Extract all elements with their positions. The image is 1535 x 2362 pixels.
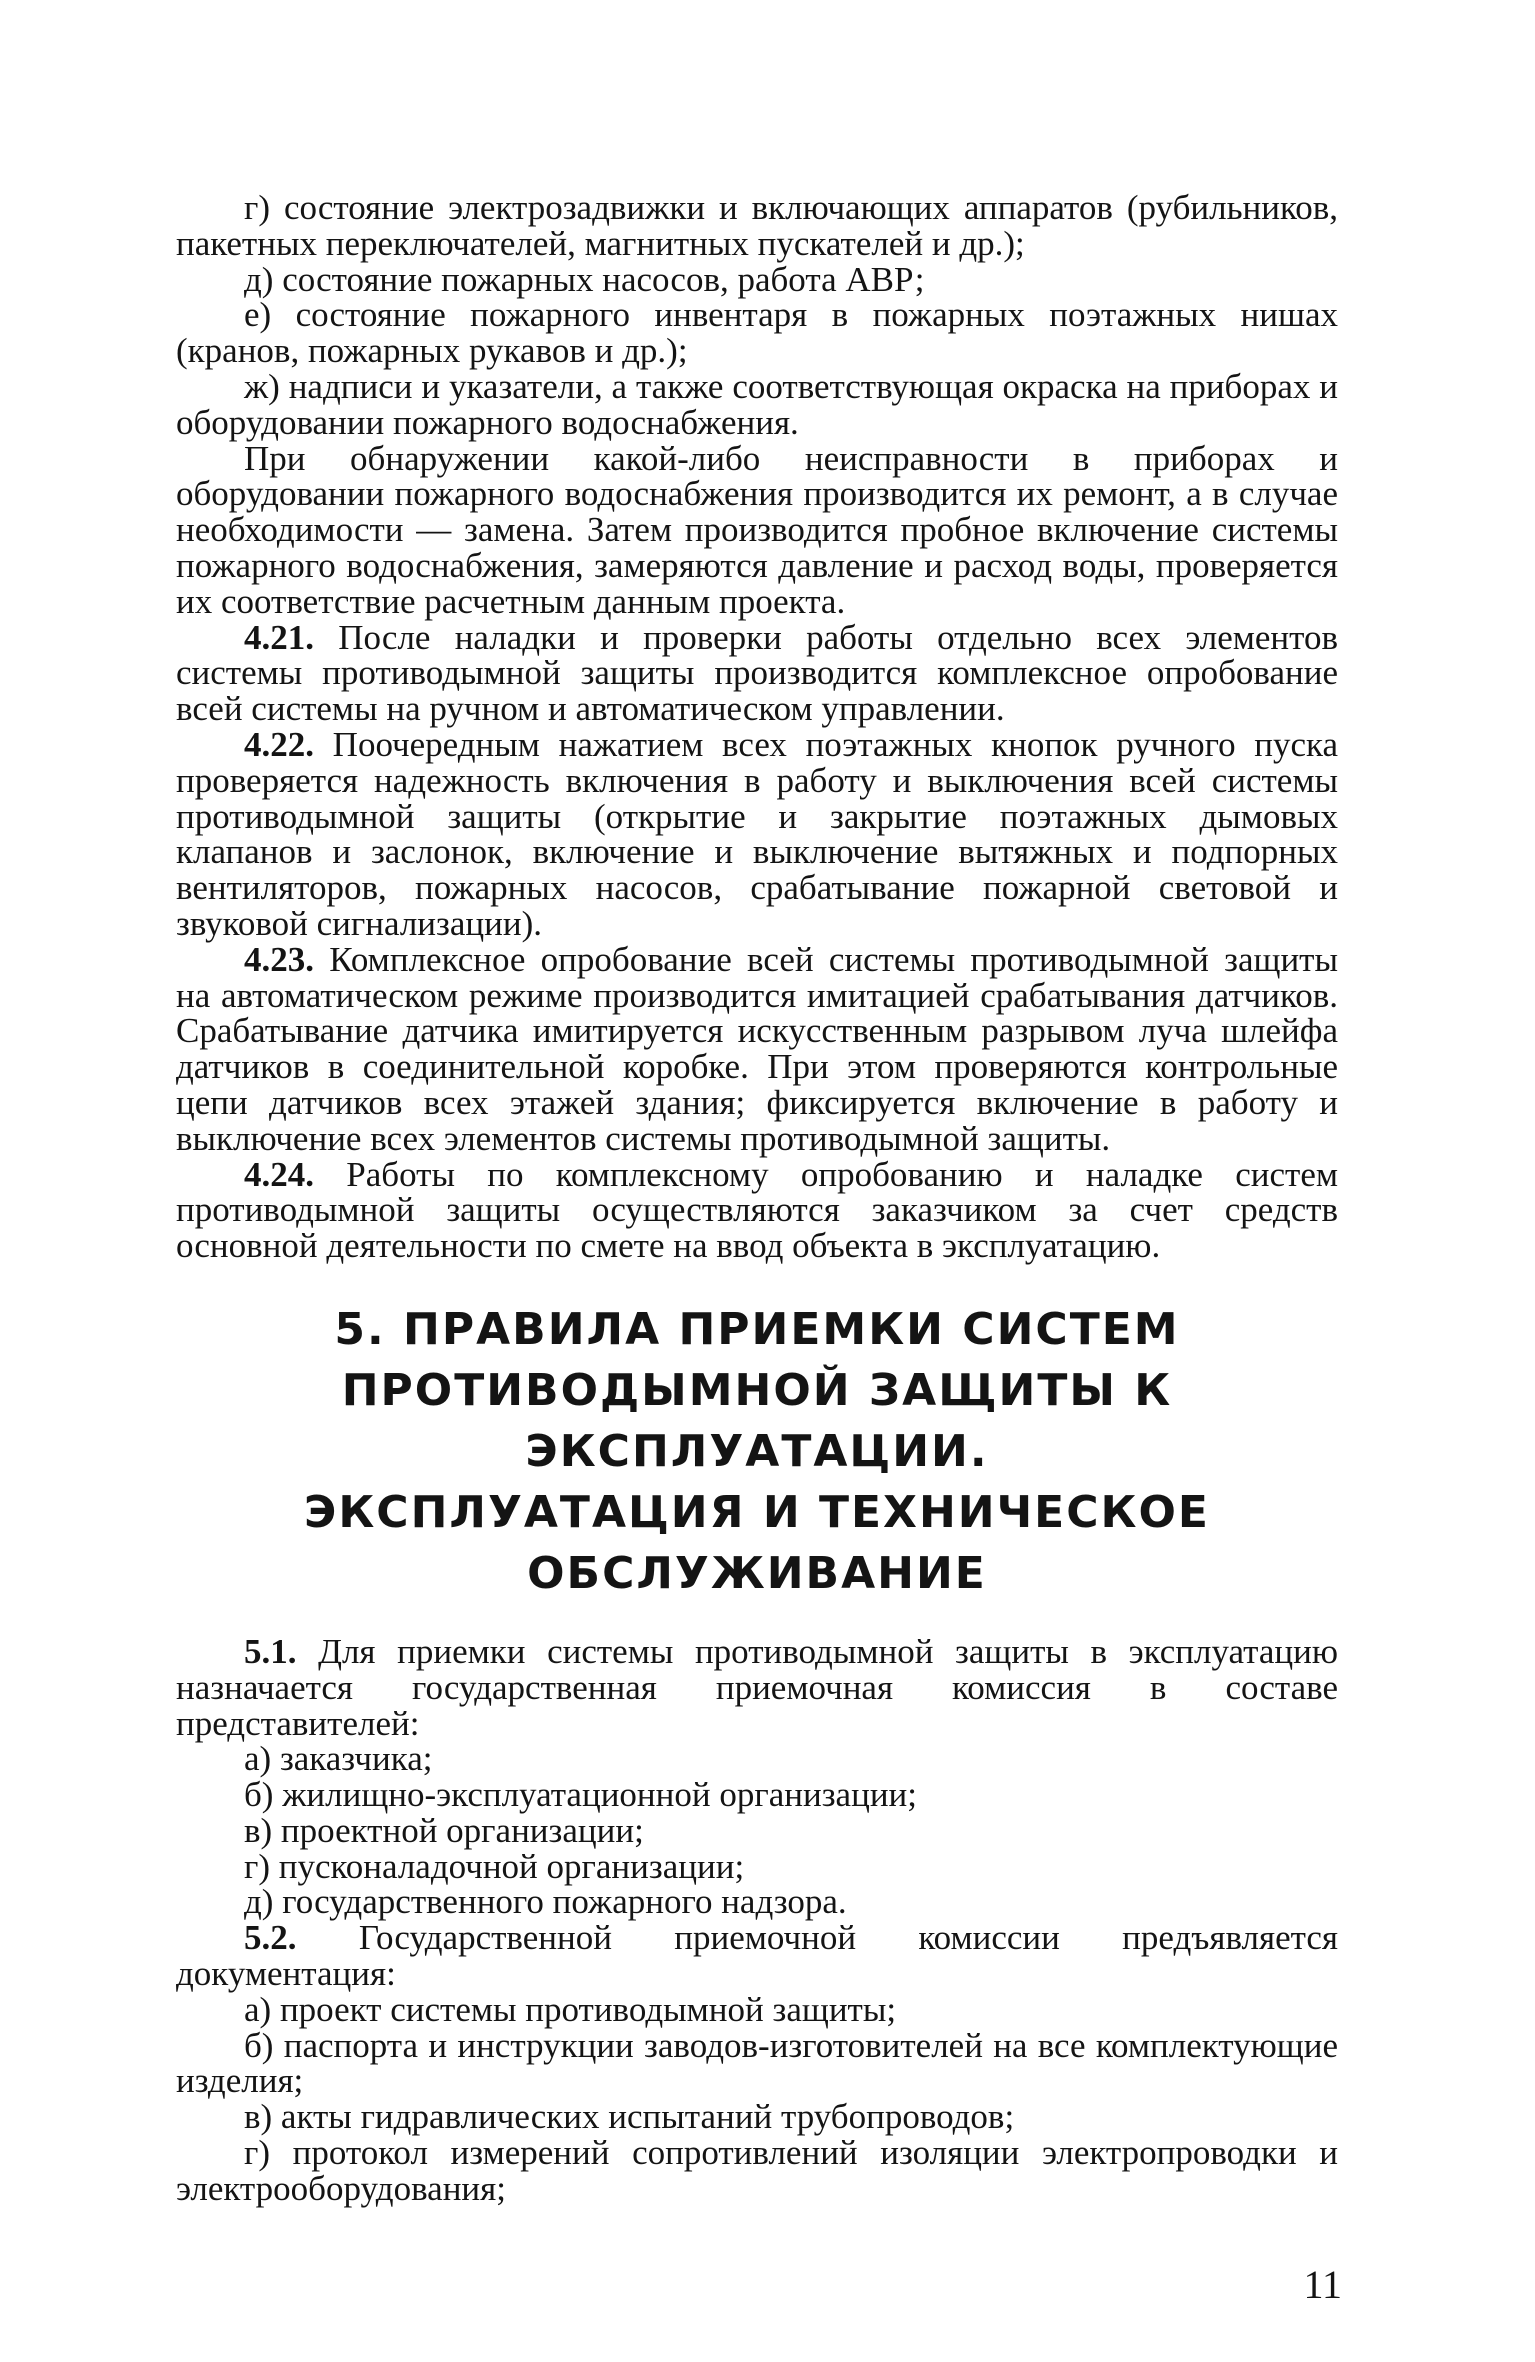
list-item: а) заказчика; <box>244 1739 433 1779</box>
list-item: г) пусконаладочной организации; <box>244 1846 745 1886</box>
clause-5-1 <box>176 1631 1339 1743</box>
clause-number: 4.22. <box>244 724 314 764</box>
clause-number: 4.24. <box>244 1154 314 1194</box>
list-item: б) жилищно-эксплуатационной организации; <box>244 1775 917 1815</box>
clause-text: После наладки и проверки работы отдельно всех элементов системы противодымной защиты производится комплексное опробование всей системы на ручном и автоматическом управлении. <box>176 617 1339 729</box>
list-item: в) акты гидравлических испытаний трубопроводов; <box>244 2097 1015 2137</box>
clause-text: Комплексное опробование всей системы противодымной защиты на автоматическом режиме производится имитацией срабатывания датчиков. Срабатывание датчика имитируется искусственным разрывом луча шлейфа датчиков в соединительной коробке. При этом проверяются контрольные цепи датчиков всех этажей здания; фиксируется включение в работу и выключение всех элементов системы противодымной защиты. <box>176 939 1338 1158</box>
clause-text: Поочередным нажатием всех поэтажных кнопок ручного пуска проверяется надежность включения в работу и выключения всей системы противодымной защиты (открытие и закрытие поэтажных дымовых клапанов и заслонок, включение и выключение вытяжных и подпорных вентиляторов, пожарных насосов, срабатывание пожарной световой и звуковой сигнализации). <box>176 724 1339 943</box>
clause-4-24 <box>176 1154 1339 1266</box>
text-column <box>176 190 1338 2207</box>
list-item: в) проектной организации; <box>244 1810 644 1850</box>
list-item-d: д) состояние пожарных насосов, работа АВР; <box>244 259 925 299</box>
clause-number: 5.2. <box>244 1918 297 1958</box>
list-item: б) паспорта и инструкции заводов-изготовителей на все комплектующие изделия; <box>176 2025 1338 2101</box>
heading-line: 5. ПРАВИЛА ПРИЕМКИ СИСТЕМ <box>334 1303 1180 1355</box>
list-item: д) государственного пожарного надзора. <box>244 1882 847 1922</box>
clause-number: 4.23. <box>244 939 314 979</box>
list-item: а) проект системы противодымной защиты; <box>244 1989 897 2029</box>
heading-line: ОБСЛУЖИВАНИЕ <box>527 1547 987 1599</box>
clause-4-21 <box>176 617 1339 729</box>
list-item-g: г) состояние электрозадвижки и включающих аппаратов (рубильников, пакетных переключателей, магнитных пускателей и др.); <box>176 188 1338 263</box>
clause-5-2 <box>176 1920 1338 1992</box>
clause-text: Государственной приемочной комиссии предъявляется документация: <box>176 1918 1339 1994</box>
paragraph-malfunction: При обнаружении какой-либо неисправности в приборах и оборудовании пожарного водоснабжения производится их ремонт, а в случае необходимости — замена. Затем производится пробное включение системы пожарного водоснабжения, замеряются давление и расход воды, проверяется их соответствие расчетным данным проекта. <box>176 438 1338 621</box>
list-item-e: е) состояние пожарного инвентаря в пожарных поэтажных нишах (кранов, пожарных рукавов и др.); <box>176 295 1338 371</box>
list-item: г) протокол измерений сопротивлений изоляции электропроводки и электрооборудования; <box>176 2133 1338 2208</box>
clause-text: Работы по комплексному опробованию и наладке систем противодымной защиты осуществляются заказчиком за счет средств основной деятельности по смете на ввод объекта в эксплуатацию. <box>176 1154 1339 1266</box>
list-item-zh: ж) надписи и указатели, а также соответствующая окраска на приборах и оборудовании пожарного водоснабжения. <box>176 366 1338 442</box>
section-5-heading <box>176 1299 1338 1604</box>
page-number: 11 <box>1303 2262 1342 2307</box>
heading-line: ЭКСПЛУАТАЦИЯ И ТЕХНИЧЕСКОЕ <box>304 1486 1210 1538</box>
clause-number: 4.21. <box>244 617 314 657</box>
clause-4-22 <box>176 724 1339 943</box>
clause-4-23 <box>176 939 1338 1158</box>
clause-number: 5.1. <box>244 1631 297 1671</box>
heading-line: ПРОТИВОДЫМНОЙ ЗАЩИТЫ К ЭКСПЛУАТАЦИИ. <box>341 1364 1173 1477</box>
clause-text: Для приемки системы противодымной защиты в эксплуатацию назначается государственная приемочная комиссия в составе представителей: <box>176 1631 1339 1743</box>
